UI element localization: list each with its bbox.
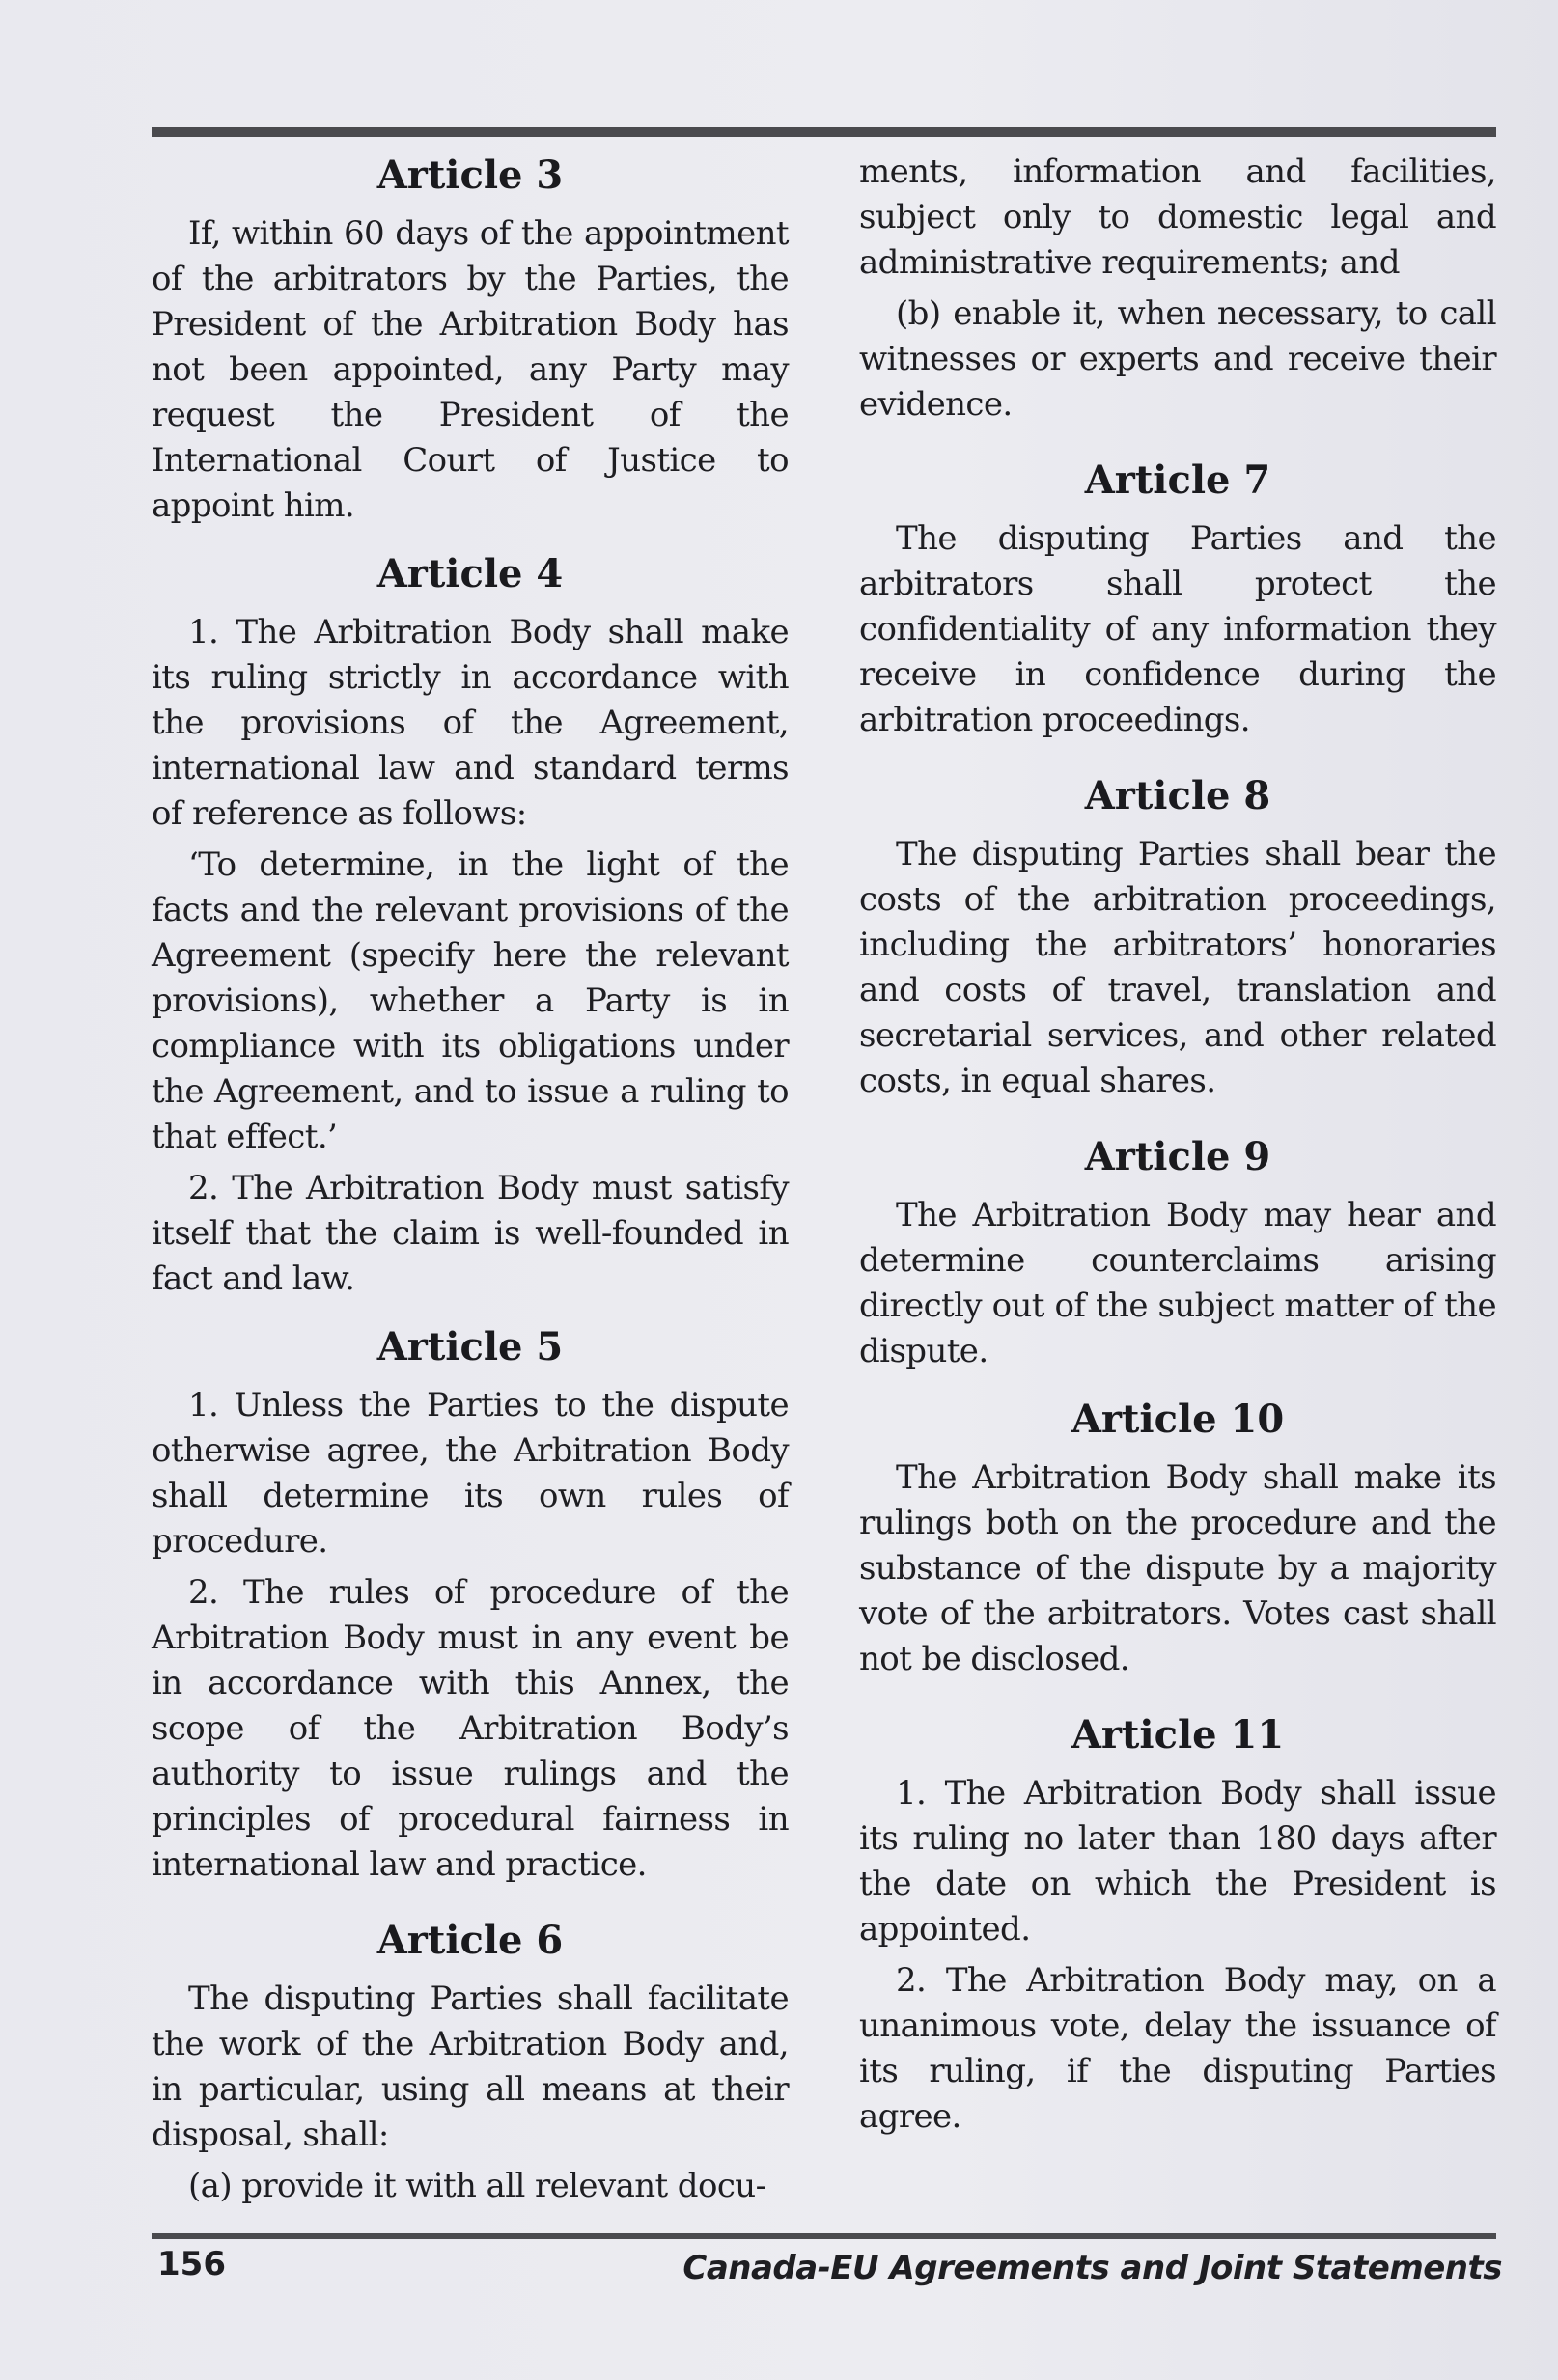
paragraph: ‘To determine, in the light of the facts and the relevant provisions of the Agreement (specify here the relevant provisions), whether a Party is in compliance with its obligations under the Agreement, and to issue a ruling to that effect.’ [152,845,789,1156]
article-heading: Article 7 [1084,457,1271,503]
running-footer-title: Canada-EU Agreements and Joint Statements [682,2249,1502,2287]
paragraph: If, within 60 days of the appointment of the arbitrators by the Parties, the President of the Arbitration Body has not been appointed, any Party may request the President of the International Court of Justice to appoint him. [152,214,789,525]
paragraph: (b) enable it, when necessary, to call witnesses or experts and receive their evidence. [859,294,1496,424]
article-heading: Article 10 [1071,1397,1285,1442]
paragraph: 2. The Arbitration Body may, on a unanimous vote, delay the issuance of its ruling, if the disputing Parties agree. [859,1961,1496,2136]
footer-rule [152,2233,1496,2239]
article-heading: Article 6 [376,1918,564,1963]
article-8 [859,770,1496,1104]
article-10 [859,1394,1496,1682]
paragraph: 2. The rules of procedure of the Arbitration Body must in any event be in accordance with this Annex, the scope of the Arbitration Body’s authority to issue rulings and the principles of procedural fairness in international law and practice. [152,1573,789,1884]
article-7 [859,455,1496,743]
article-6-continued [859,150,1496,428]
paragraph: The disputing Parties shall bear the costs of the arbitration proceedings, including the arbitrators’ honoraries and costs of travel, translation and secretarial services, and other related costs, in equal shares. [859,835,1496,1100]
paragraph: The disputing Parties shall facilitate the work of the Arbitration Body and, in particular, using all means at their disposal, shall: [152,1979,789,2154]
article-6 [152,1915,789,2209]
article-heading: Article 8 [1084,773,1271,818]
article-9 [859,1131,1496,1374]
article-heading: Article 11 [1071,1712,1285,1757]
paragraph: 2. The Arbitration Body must satisfy itself that the claim is well-founded in fact and law. [152,1169,789,1298]
page-number: 156 [157,2245,226,2283]
article-heading: Article 3 [376,152,564,198]
paragraph: 1. The Arbitration Body shall issue its ruling no later than 180 days after the date on which the President is appointed. [859,1774,1496,1949]
article-5 [152,1321,789,1888]
article-heading: Article 9 [1084,1134,1271,1179]
left-column [152,150,789,2215]
paragraph: (a) provide it with all relevant docu- [188,2167,766,2205]
paragraph: 1. The Arbitration Body shall make its ruling strictly in accordance with the provisions of the Agreement, international law and standard terms of reference as follows: [152,613,789,833]
article-3 [152,150,789,529]
article-heading: Article 4 [376,551,564,596]
paragraph: The Arbitration Body may hear and determine counterclaims arising directly out of the subject matter of the dispute. [859,1196,1496,1370]
paragraph: The Arbitration Body shall make its rulings both on the procedure and the substance of the dispute by a majority vote of the arbitrators. Votes cast shall not be disclosed. [859,1458,1496,1678]
article-4 [152,548,789,1302]
article-11 [859,1709,1496,2140]
paragraph: ments, information and facilities, subject only to domestic legal and administrative requirements; and [859,152,1496,282]
right-column [859,150,1496,2145]
article-heading: Article 5 [376,1324,564,1370]
paragraph: 1. Unless the Parties to the dispute otherwise agree, the Arbitration Body shall determine its own rules of procedure. [152,1386,789,1561]
paragraph: The disputing Parties and the arbitrators shall protect the confidentiality of any information they receive in confidence during the arbitration proceedings. [859,519,1496,739]
header-rule [152,127,1496,137]
